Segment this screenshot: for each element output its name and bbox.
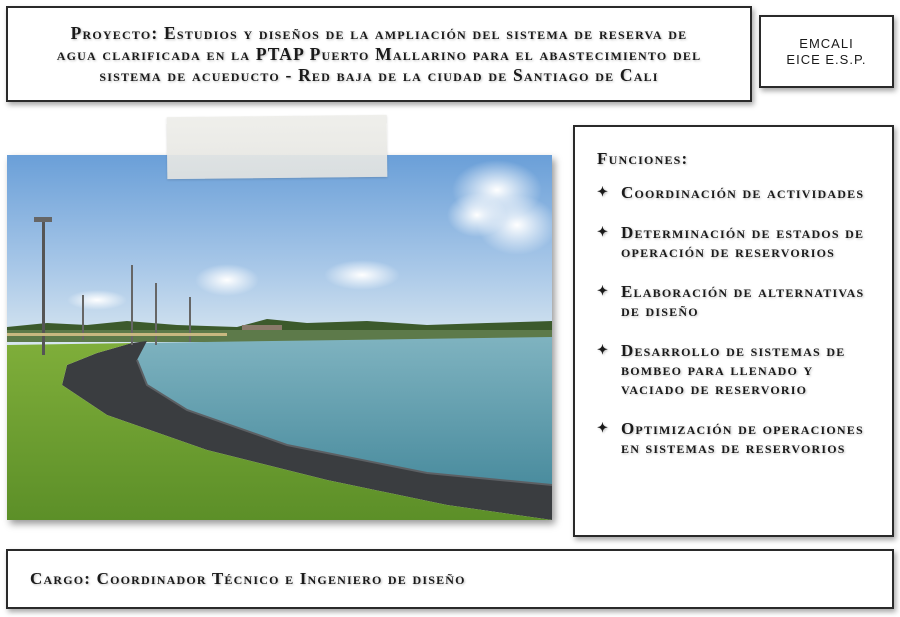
client-name: EMCALI [799,35,854,51]
bullet-star-icon: ✦ [597,224,610,239]
list-item [595,341,872,398]
list-item [595,223,872,261]
functions-title: Funciones: [597,149,689,168]
role-box [6,549,894,609]
client-box [759,15,894,88]
function-text: Desarrollo de sistemas de bombeo para llenado y vaciado de reservorio [621,341,846,398]
list-item [595,183,872,202]
bullet-star-icon: ✦ [597,283,610,298]
function-text: Elaboración de alternativas de diseño [621,282,865,320]
reservoir-photo [7,155,552,520]
bullet-star-icon: ✦ [597,420,610,435]
project-title-line-3: sistema de acueducto - Red baja de la ciudad de Santiago de Cali [99,64,659,85]
function-text: Optimización de operaciones en sistemas de reservorios [621,419,864,457]
bullet-star-icon: ✦ [597,184,610,199]
functions-list [595,183,872,457]
list-item [595,282,872,320]
tape-strip [167,115,388,179]
function-text: Determinación de estados de operación de reservorios [621,223,865,261]
project-title [57,23,702,86]
list-item [595,419,872,457]
project-title-line-1: Proyecto: Estudios y diseños de la ampliación del sistema de reserva de [70,22,688,43]
project-title-line-2: agua clarificada en la PTAP Puerto Mallarino para el abastecimiento del [56,43,702,64]
role-text: Cargo: Coordinador Técnico e Ingeniero de diseño [30,569,466,588]
bullet-star-icon: ✦ [597,342,610,357]
function-text: Coordinación de actividades [621,183,865,202]
reservoir-photo-image [7,155,552,520]
client-type: EICE E.S.P. [786,51,867,67]
project-title-box [6,6,752,102]
functions-box [573,125,894,537]
